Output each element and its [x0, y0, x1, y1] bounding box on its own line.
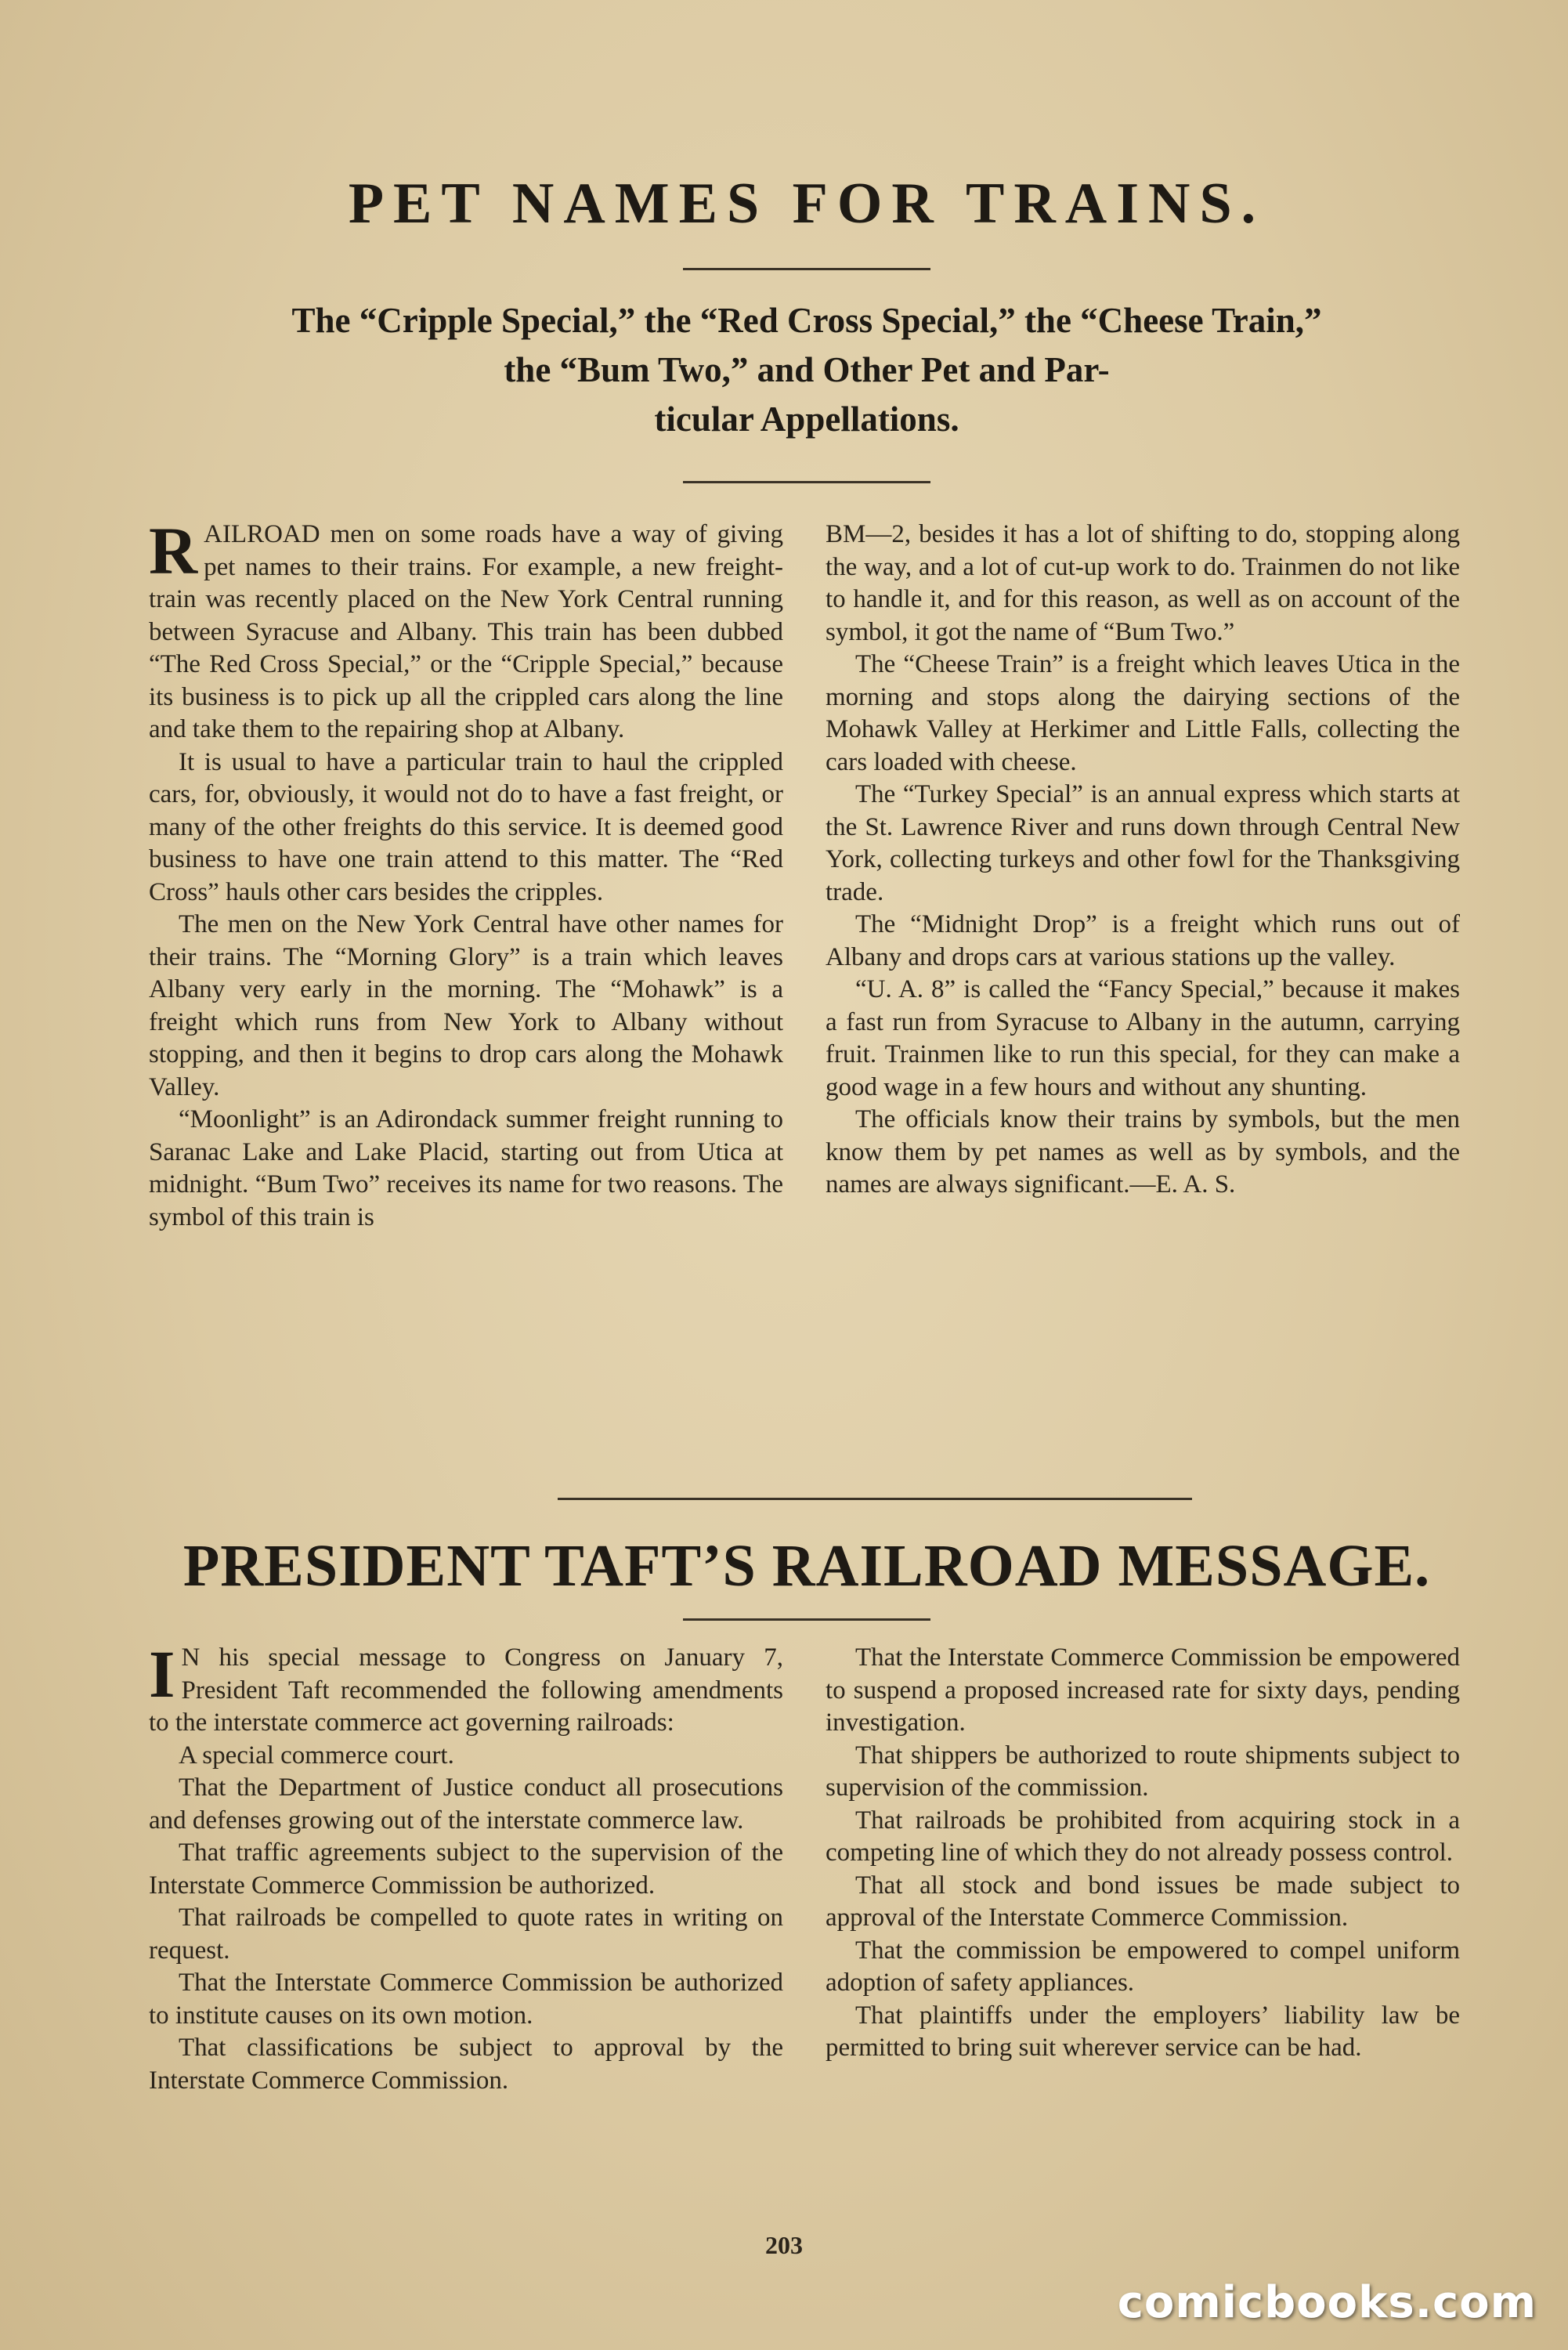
paragraph [149, 513, 783, 747]
paragraph: That the Department of Justice conduct all prosecutions and defenses growing out of the interstate commerce law. [149, 1773, 783, 1835]
paragraph: “Moonlight” is an Adirondack summer freight running to Saranac Lake and Lake Placid, starting out from Utica at midnight. “Bum Two” receives its name for two reasons. The symbol of this train is [149, 1105, 783, 1231]
article-column-left [149, 513, 783, 1234]
paragraph: It is usual to have a particular train to haul the crippled cars, for, obviously, it would not do to have a fast freight, or many of the other freights do this service. It is deemed good business to have one train attend to this matter. The “Red Cross” hauls other cars besides the cripples. [149, 747, 783, 906]
article-column-left [149, 1636, 783, 2097]
paragraph: The “Cheese Train” is a freight which leaves Utica in the morning and stops along the dairying sections of the Mohawk Valley at Herkimer and Little Falls, collecting the cars loaded with cheese. [826, 650, 1460, 776]
page-number: 203 [765, 2231, 803, 2259]
drop-cap: R [149, 513, 198, 588]
article-separator [558, 1498, 1192, 1500]
subtitle-line: The “Cripple Special,” the “Red Cross Special,” the “Cheese Train,” [291, 301, 1322, 340]
paragraph: The “Midnight Drop” is a freight which runs out of Albany and drops cars at various stations up the valley. [826, 910, 1460, 971]
paragraph: That railroads be prohibited from acquiring stock in a competing line of which they do not already possess control. [826, 1806, 1460, 1867]
title-divider [683, 268, 930, 270]
paragraph-text: N his special message to Congress on January 7, President Taft recommended the following amendments to the interstate commerce act governing railroads: [149, 1643, 783, 1737]
article-column-right [826, 1642, 1460, 2065]
title-divider [683, 1618, 930, 1621]
paragraph: That railroads be compelled to quote rates in writing on request. [149, 1904, 783, 1965]
subtitle-line: ticular Appellations. [654, 400, 959, 439]
paragraph: The officials know their trains by symbols, but the men know them by pet names as well as by symbols, and the names are always significant.—E. A. S. [826, 1105, 1460, 1198]
article-title: PRESIDENT TAFT’S RAILROAD MESSAGE. [182, 1533, 1431, 1599]
article-subtitle [149, 296, 1465, 444]
paragraph: That the Interstate Commerce Commission be empowered to suspend a proposed increased rate for sixty days, pending investigation. [826, 1643, 1460, 1737]
paragraph: That classifications be subject to approval by the Interstate Commerce Commission. [149, 2034, 783, 2095]
article-title: PET NAMES FOR TRAINS. [348, 172, 1266, 236]
paragraph: The men on the New York Central have other names for their trains. The “Morning Glory” is a train which leaves Albany very early in the morning. The “Mohawk” is a freight which runs from New York to Albany without stopping, and then it begins to drop cars along the Mohawk Valley. [149, 910, 783, 1101]
subtitle-line: the “Bum Two,” and Other Pet and Par- [504, 350, 1110, 389]
paragraph: BM—2, besides it has a lot of shifting to do, stopping along the way, and a lot of cut-up work to do. Trainmen do not like to handle it, and for this reason, as well as on account of the symbol, it got the name of “Bum Two.” [826, 520, 1460, 646]
site-watermark: comicbooks.com [1117, 2277, 1537, 2328]
paragraph: “U. A. 8” is called the “Fancy Special,” because it makes a fast run from Syracuse to Albany in the autumn, carrying fruit. Trainmen like to run this special, for they can make a good wage in a few hours and without any shunting. [826, 975, 1460, 1101]
paragraph: That plaintiffs under the employers’ liability law be permitted to bring suit wherever service can be had. [826, 2001, 1460, 2062]
paragraph-text: AILROAD men on some roads have a way of giving pet names to their trains. For example, a new freight-train was recently placed on the New York Central running between Syracuse and Albany. This train has been dubbed “The Red Cross Special,” or the “Cripple Special,” because its business is to pick up all the crippled cars along the line and take them to the repairing shop at Albany. [149, 520, 783, 743]
paragraph: That traffic agreements subject to the supervision of the Interstate Commerce Commission be authorized. [149, 1838, 783, 1900]
paragraph: That all stock and bond issues be made subject to approval of the Interstate Commerce Commission. [826, 1871, 1460, 1932]
paragraph: A special commerce court. [179, 1741, 454, 1770]
paragraph: The “Turkey Special” is an annual express which starts at the St. Lawrence River and runs down through Central New York, collecting turkeys and other fowl for the Thanksgiving trade. [826, 780, 1460, 906]
paragraph [149, 1636, 783, 1740]
article-column-right [826, 519, 1460, 1202]
paragraph: That the commission be empowered to compel uniform adoption of safety appliances. [826, 1936, 1460, 1997]
paragraph: That the Interstate Commerce Commission be authorized to institute causes on its own motion. [149, 1969, 783, 2030]
paragraph: That shippers be authorized to route shipments subject to supervision of the commission. [826, 1741, 1460, 1802]
subtitle-divider [683, 481, 930, 483]
drop-cap: I [149, 1636, 175, 1712]
